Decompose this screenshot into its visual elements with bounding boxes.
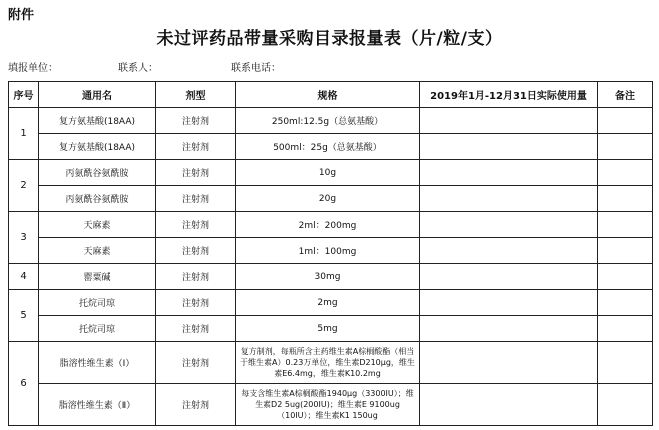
generic-name-cell: 天麻素 [39, 238, 156, 264]
generic-name-cell: 丙氨酰谷氨酰胺 [39, 160, 156, 186]
specification-cell: 10g [236, 160, 420, 186]
contact-label: 联系人： [118, 63, 158, 74]
usage-input-cell[interactable] [420, 108, 598, 134]
table-row [9, 134, 653, 160]
dosage-form-cell: 注射剂 [156, 108, 236, 134]
table-row [9, 212, 653, 238]
generic-name-cell: 丙氨酰谷氨酰胺 [39, 186, 156, 212]
seq-cell: 1 [9, 108, 39, 160]
table-row [9, 342, 653, 384]
specification-cell: 5mg [236, 316, 420, 342]
page-title: 未过评药品带量采购目录报量表（片/粒/支） [156, 29, 503, 49]
remarks-input-cell[interactable] [598, 316, 653, 342]
seq-cell: 6 [9, 342, 39, 426]
contact-phone-label: 联系电话： [231, 63, 281, 74]
usage-input-cell[interactable] [420, 384, 598, 426]
dosage-form-cell: 注射剂 [156, 186, 236, 212]
usage-input-cell[interactable] [420, 290, 598, 316]
table-row [9, 316, 653, 342]
usage-input-cell[interactable] [420, 134, 598, 160]
specification-cell: 20g [236, 186, 420, 212]
dosage-form-cell: 注射剂 [156, 160, 236, 186]
usage-input-cell[interactable] [420, 186, 598, 212]
dosage-form-cell: 注射剂 [156, 134, 236, 160]
dosage-form-cell: 注射剂 [156, 212, 236, 238]
table-row [9, 238, 653, 264]
remarks-input-cell[interactable] [598, 160, 653, 186]
header-generic-name: 通用名 [39, 82, 156, 108]
usage-input-cell[interactable] [420, 342, 598, 384]
usage-input-cell[interactable] [420, 238, 598, 264]
report-table [8, 81, 653, 426]
remarks-input-cell[interactable] [598, 384, 653, 426]
header-remarks: 备注 [598, 82, 653, 108]
usage-input-cell[interactable] [420, 316, 598, 342]
table-row [9, 290, 653, 316]
specification-cell: 每支含维生素A棕榈酸酯1940μg（3300IU）；维生素D2 5ug(200IU)；维生素E 9100ug（10IU）；维生素K1 150ug [236, 384, 420, 426]
table-body [9, 108, 653, 426]
generic-name-cell: 脂溶性维生素（Ⅱ） [39, 384, 156, 426]
generic-name-cell: 托烷司琼 [39, 316, 156, 342]
remarks-input-cell[interactable] [598, 342, 653, 384]
header-specification: 规格 [236, 82, 420, 108]
seq-cell: 4 [9, 264, 39, 290]
specification-cell: 复方制剂，每瓶所含主药维生素A棕榈酸酯（相当于维生素A）0.23万单位，维生素D210μg，维生素E6.4mg，维生素K10.2mg [236, 342, 420, 384]
header-actual-usage: 2019年1月-12月31日实际使用量 [420, 82, 598, 108]
generic-name-cell: 复方氨基酸(18AA) [39, 108, 156, 134]
specification-cell: 1ml：100mg [236, 238, 420, 264]
dosage-form-cell: 注射剂 [156, 264, 236, 290]
remarks-input-cell[interactable] [598, 134, 653, 160]
specification-cell: 30mg [236, 264, 420, 290]
specification-cell: 250ml:12.5g（总氨基酸） [236, 108, 420, 134]
usage-input-cell[interactable] [420, 264, 598, 290]
remarks-input-cell[interactable] [598, 108, 653, 134]
header-seq: 序号 [9, 82, 39, 108]
generic-name-cell: 托烷司琼 [39, 290, 156, 316]
generic-name-cell: 罂粟碱 [39, 264, 156, 290]
dosage-form-cell: 注射剂 [156, 342, 236, 384]
table-row [9, 108, 653, 134]
reporting-unit-label: 填报单位： [8, 63, 58, 74]
usage-input-cell[interactable] [420, 160, 598, 186]
remarks-input-cell[interactable] [598, 212, 653, 238]
generic-name-cell: 天麻素 [39, 212, 156, 238]
table-header-row [9, 82, 653, 108]
generic-name-cell: 脂溶性维生素（Ⅰ） [39, 342, 156, 384]
dosage-form-cell: 注射剂 [156, 238, 236, 264]
remarks-input-cell[interactable] [598, 186, 653, 212]
seq-cell: 2 [9, 160, 39, 212]
table-row [9, 160, 653, 186]
specification-cell: 2ml：200mg [236, 212, 420, 238]
table-row [9, 186, 653, 212]
remarks-input-cell[interactable] [598, 238, 653, 264]
remarks-input-cell[interactable] [598, 264, 653, 290]
attachment-label: 附件 [8, 8, 35, 23]
generic-name-cell: 复方氨基酸(18AA) [39, 134, 156, 160]
table-row [9, 384, 653, 426]
seq-cell: 3 [9, 212, 39, 264]
table-row [9, 264, 653, 290]
header-dosage-form: 剂型 [156, 82, 236, 108]
usage-input-cell[interactable] [420, 212, 598, 238]
remarks-input-cell[interactable] [598, 290, 653, 316]
specification-cell: 500ml：25g（总氨基酸） [236, 134, 420, 160]
dosage-form-cell: 注射剂 [156, 384, 236, 426]
specification-cell: 2mg [236, 290, 420, 316]
seq-cell: 5 [9, 290, 39, 342]
dosage-form-cell: 注射剂 [156, 316, 236, 342]
dosage-form-cell: 注射剂 [156, 290, 236, 316]
